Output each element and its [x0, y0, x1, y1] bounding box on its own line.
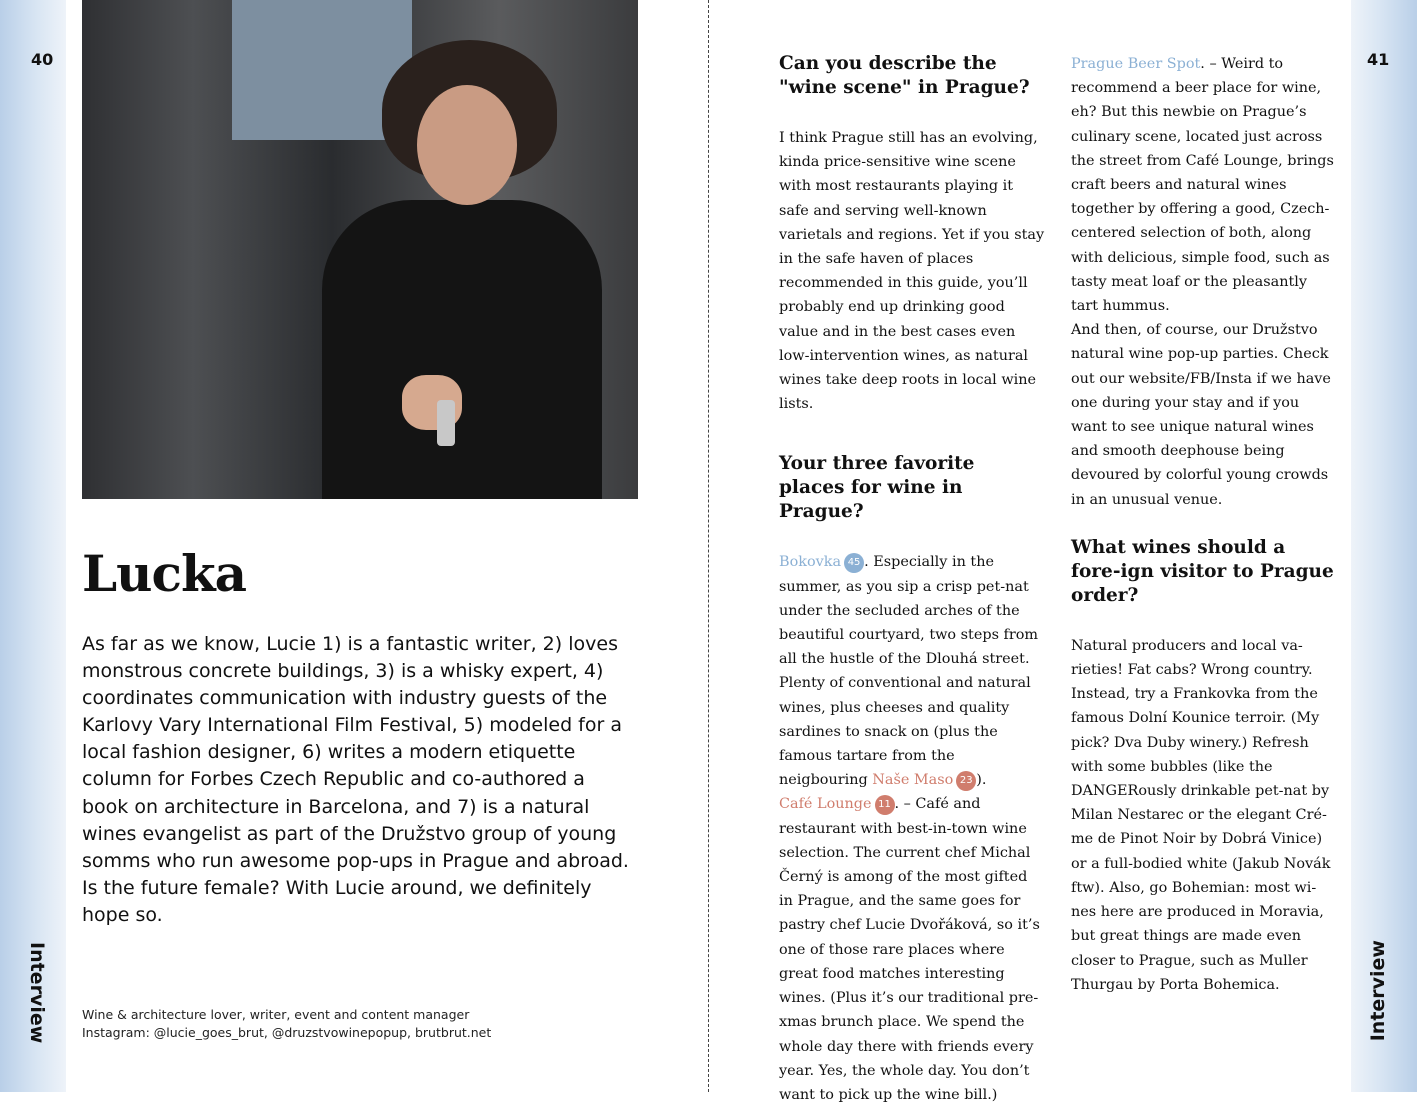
- map-number-badge: 45: [844, 553, 864, 573]
- place-link-cafe-lounge[interactable]: Café Lounge: [779, 796, 872, 813]
- section-label-left: Interview: [26, 942, 48, 1044]
- question-wine-scene: Can you describe the "wine scene" in Prague?: [779, 53, 1030, 98]
- section-label-right: Interview: [1367, 940, 1389, 1042]
- caption-instagram: Instagram: @lucie_goes_brut, @druzstvowinepopup, brutbrut.net: [82, 1025, 492, 1040]
- answer-what-to-order: Natural producers and local va-rieties! Fat cabs? Wrong country. Instead, try a Frankovka from the famous Dolní Kounice terroir. (My pick? Dva Duby winery.) Refresh with some bubbles (like the DANGERously drinkable pet-nat by Milan Nestarec or the elegant Cré-me de Pinot Noir by Dobrá Vinice) or a full-bodied white (Jakub Novák ftw). Also, go Bohemian: most wi-nes here are produced in Moravia, but great things are made even closer to Prague, such as Muller Thurgau by Porta Bohemica.: [1071, 637, 1331, 993]
- left-page-edge: [0, 0, 66, 1092]
- question-favorite-places: Your three favorite places for wine in Prague?: [779, 453, 975, 523]
- place-link-bokovka[interactable]: Bokovka: [779, 554, 842, 571]
- answer-cafe-lounge: Café Lounge 11 . – Café and restaurant with best-in-town wine selection. The current chef Michal Černý is among of the most gifted in Prague, and the same goes for pastry chef Lucie Dvořáková, so it’s one of those rare places where great food matches interesting wines. (Plus it’s our traditional pre-xmas brunch place. We spend the whole day there with friends every year. Yes, the whole day. You don’t want to pick up the wine bill.): [779, 796, 1040, 1103]
- interviewee-name: Lucka: [82, 544, 246, 603]
- answer-druzstvo: And then, of course, our Družstvo natural wine pop-up parties. Check out our website/FB/Insta if we have one during your stay and if you want to see unique natural wines and smooth deephouse being devoured by colorful young crowds in an unusual venue.: [1071, 322, 1331, 508]
- place-link-nase-maso[interactable]: Naše Maso: [872, 772, 954, 789]
- caption-role: Wine & architecture lover, writer, event and content manager: [82, 1007, 470, 1022]
- bio-caption: [82, 1006, 491, 1042]
- page-fold-divider: [708, 0, 709, 1092]
- place-link-prague-beer-spot[interactable]: Prague Beer Spot: [1071, 56, 1201, 72]
- page-number-left: 40: [31, 50, 54, 69]
- interview-column-2: [1071, 52, 1337, 997]
- interview-column-1: [779, 52, 1045, 1107]
- answer-bokovka: Bokovka 45 . Especially in the summer, as you sip a crisp pet-nat under the secluded arches of the beautiful courtyard, two steps from all the hustle of the Dlouhá street. Plenty of conventional and natural wines, plus cheeses and quality sardines to snack on (plus the famous tartare from the neigbouring Naše Maso 23 ).: [779, 550, 1045, 792]
- answer-wine-scene: I think Prague still has an evolving, kinda price-sensitive wine scene with most restaurants playing it safe and serving well-known varietals and regions. Yet if you stay in the safe haven of places recommended in this guide, you’ll probably end up drinking good value and in the best cases even low-intervention wines, as natural wines take deep roots in local wine lists.: [779, 130, 1045, 413]
- question-what-to-order: What wines should a fore-ign visitor to Prague order?: [1071, 536, 1334, 606]
- map-number-badge: 11: [875, 795, 895, 815]
- page-number-right: 41: [1367, 50, 1390, 69]
- intro-paragraph: As far as we know, Lucie 1) is a fantastic writer, 2) loves monstrous concrete buildings, 3) is a whisky expert, 4) coordinates communication with industry guests of the Karlovy Vary International Film Festival, 5) modeled for a local fashion designer, 6) writes a modern etiquette column for Forbes Czech Republic and co-authored a book on architecture in Barcelona, and 7) is a natural wines evangelist as part of the Družstvo group of young somms who run awesome pop-ups in Prague and abroad. Is the future female? With Lucie around, we definitely hope so.: [82, 633, 629, 926]
- portrait-photo: [82, 0, 638, 499]
- map-number-badge: 23: [956, 771, 976, 791]
- right-page-edge: [1351, 0, 1417, 1092]
- answer-prague-beer-spot: Prague Beer Spot. – Weird to recommend a beer place for wine, eh? But this newbie on Prague’s culinary scene, located just across the street from Café Lounge, brings craft beers and natural wines together by offering a good, Czech-centered selection of both, along with delicious, simple food, such as tasty meat loaf or the pleasantly tart hummus.: [1071, 56, 1334, 315]
